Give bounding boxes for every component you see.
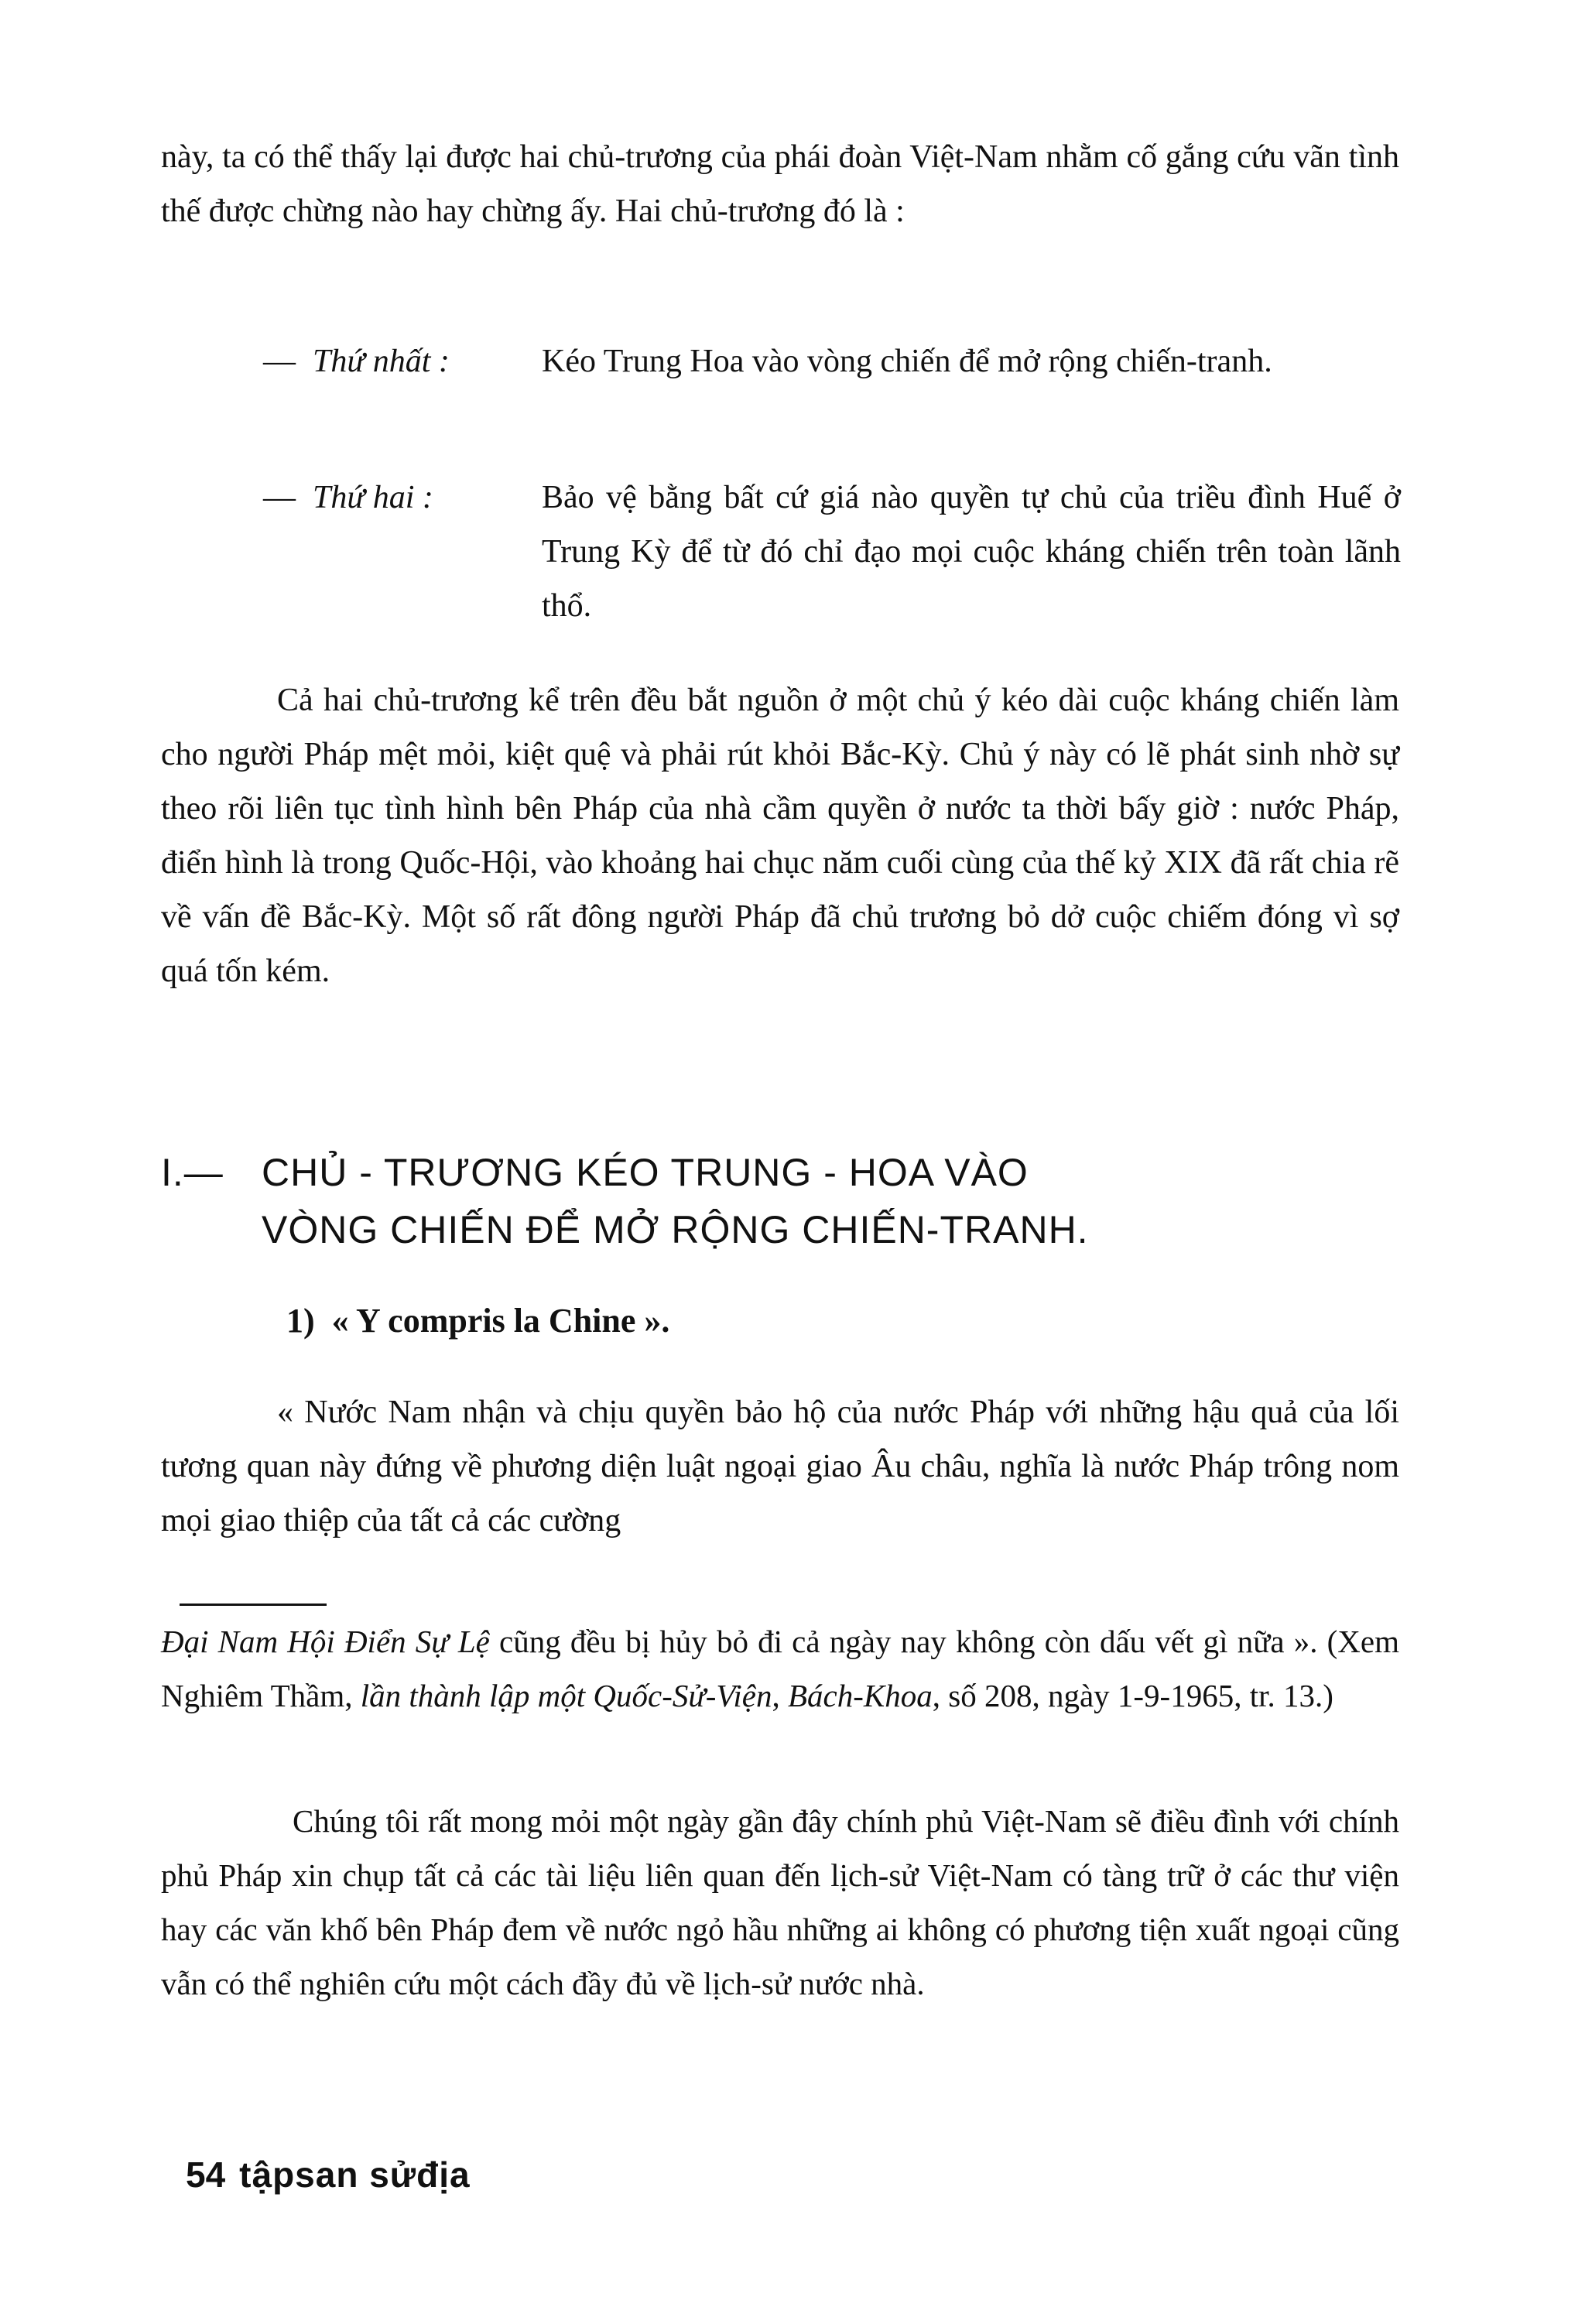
footnote-continuation — [161, 1614, 1399, 1723]
definition-second-term: Thứ hai : — [313, 480, 433, 515]
footnote-italic-journal: Bách-Khoa — [787, 1678, 933, 1713]
footnote-separator — [180, 1604, 327, 1606]
body-paragraph — [161, 673, 1399, 998]
subheading-number: 1) — [286, 1302, 315, 1340]
intro-paragraph — [161, 130, 1399, 238]
definition-first — [263, 334, 1401, 388]
quote-paragraph-text: « Nước Nam nhận và chịu quyền bảo hộ của nước Pháp với những hậu quả của lối tương quan này đứng về phương diện luật ngoại giao Âu châu, nghĩa là nước Pháp trông nom mọi giao thiệp của tất cả các cường — [161, 1395, 1399, 1538]
em-dash: — — [263, 480, 296, 515]
definition-first-text: Kéo Trung Hoa vào vòng chiến để mở rộng chiến-tranh. — [542, 344, 1272, 379]
footnote-text-c: , số 208, ngày 1-9-1965, tr. 13.) — [932, 1678, 1333, 1713]
definition-first-label — [263, 334, 542, 388]
definition-second — [263, 471, 1401, 633]
intro-paragraph-text: này, ta có thể thấy lại được hai chủ-trương của phái đoàn Việt-Nam nhằm cố gắng cứu vãn tình thế được chừng nào hay chừng ấy. Hai chủ-trương đó là : — [161, 139, 1399, 229]
section-heading-line2: VÒNG CHIẾN ĐỂ MỞ RỘNG CHIẾN-TRANH. — [262, 1208, 1089, 1251]
section-heading-number: I.— — [161, 1151, 224, 1194]
page-number: 54 — [186, 2155, 226, 2195]
footnote-italic-title: Đại Nam Hội Điển Sự Lệ — [161, 1624, 490, 1659]
quote-paragraph — [161, 1385, 1399, 1548]
publication-name: tậpsan sửđịa — [239, 2155, 471, 2195]
em-dash: — — [263, 344, 296, 379]
subheading — [286, 1294, 669, 1348]
subheading-title: « Y compris la Chine ». — [331, 1302, 670, 1340]
footnote-paragraph-text: Chúng tôi rất mong mỏi một ngày gần đây chính phủ Việt-Nam sẽ điều đình với chính phủ Pháp xin chụp tất cả các tài liệu liên quan đến lịch-sử Việt-Nam có tàng trữ ở các thư viện hay các văn khố bên Pháp đem về nước ngỏ hầu những ai không có phương tiện xuất ngoại cũng vẫn có thể nghiên cứu một cách đầy đủ về lịch-sử nước nhà. — [161, 1803, 1399, 2001]
body-paragraph-text: Cả hai chủ-trương kể trên đều bắt nguồn ở một chủ ý kéo dài cuộc kháng chiến làm cho người Pháp mệt mỏi, kiệt quệ và phải rút khỏi Bắc-Kỳ. Chủ ý này có lẽ phát sinh nhờ sự theo rõi liên tục tình hình bên Pháp của nhà cầm quyền ở nước ta thời bấy giờ : nước Pháp, điển hình là trong Quốc-Hội, vào khoảng hai chục năm cuối cùng của thế kỷ XIX đã rất chia rẽ về vấn đề Bắc-Kỳ. Một số rất đông người Pháp đã chủ trương bỏ dở cuộc chiếm đóng vì sợ quá tốn kém. — [161, 683, 1399, 989]
footnote-paragraph — [161, 1794, 1399, 2011]
page-footer — [186, 2151, 471, 2198]
definition-second-label — [263, 471, 542, 525]
footnote-italic-work: lần thành lập một Quốc-Sử-Viện — [360, 1678, 772, 1713]
footnote-text-a: cũng đều bị hủy bỏ đi cả ngày nay không còn dấu vết gì nữa ». (Xem Nghiêm Thầm, — [161, 1624, 1399, 1713]
section-heading — [161, 1144, 1399, 1258]
definition-first-term: Thứ nhất : — [313, 344, 450, 379]
definition-second-text: Bảo vệ bằng bất cứ giá nào quyền tự chủ của triều đình Huế ở Trung Kỳ để từ đó chỉ đạo mọi cuộc kháng chiến trên toàn lãnh thổ. — [542, 480, 1401, 624]
section-heading-line1: CHỦ - TRƯƠNG KÉO TRUNG - HOA VÀO — [262, 1151, 1029, 1194]
footnote-text-b: , — [772, 1678, 788, 1713]
